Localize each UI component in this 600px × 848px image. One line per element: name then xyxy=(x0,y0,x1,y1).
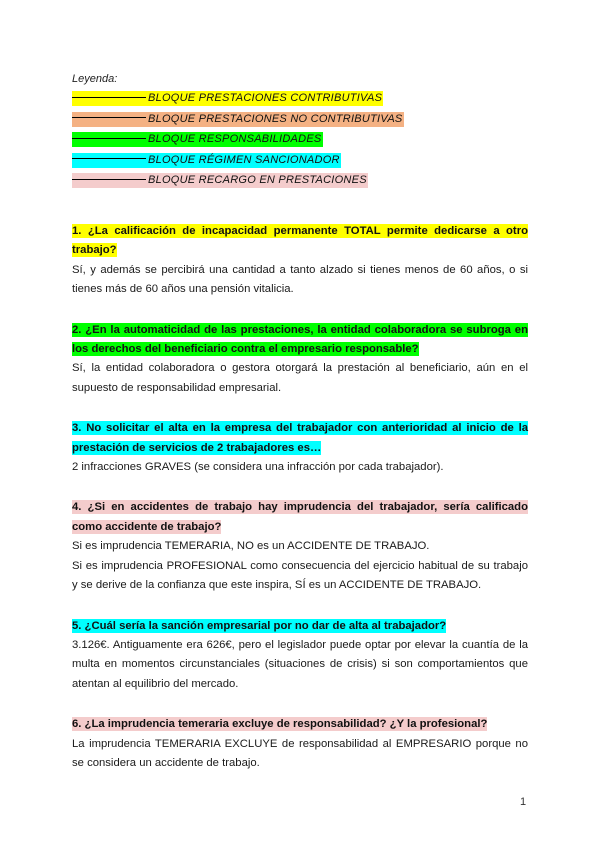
question-heading xyxy=(72,222,528,261)
question-heading xyxy=(72,321,528,360)
legend xyxy=(72,71,404,194)
legend-title: Leyenda: xyxy=(72,73,118,85)
question-heading xyxy=(72,498,528,537)
qa-list xyxy=(72,222,528,794)
legend-item-recargo xyxy=(72,173,404,188)
question-text: 3. No solicitar el alta en la empresa del trabajador con anterioridad al inicio de la prestación de servicios de 2 trabajadores es… xyxy=(72,422,528,454)
legend-label: BLOQUE PRESTACIONES NO CONTRIBUTIVAS xyxy=(148,112,403,125)
qa-item-2 xyxy=(72,321,528,399)
legend-label: BLOQUE PRESTACIONES CONTRIBUTIVAS xyxy=(148,92,383,104)
answer-paragraph: Sí, la entidad colaboradora o gestora otorgará la prestación al beneficiario, aún en el supuesto de responsabilidad empresarial. xyxy=(72,362,528,394)
qa-item-3 xyxy=(72,419,528,477)
question-heading xyxy=(72,715,528,734)
qa-item-1 xyxy=(72,222,528,300)
legend-highlight xyxy=(72,91,383,106)
qa-item-6 xyxy=(72,715,528,773)
answer xyxy=(72,458,528,477)
legend-item-no-contributivas xyxy=(72,112,404,127)
legend-label: BLOQUE RESPONSABILIDADES xyxy=(148,133,322,145)
answer xyxy=(72,261,528,300)
qa-item-4 xyxy=(72,498,528,595)
page-number: 1 xyxy=(520,796,527,808)
legend-highlight xyxy=(72,112,404,127)
legend-item-contributivas xyxy=(72,91,404,106)
question-text: 5. ¿Cuál sería la sanción empresarial por no dar de alta al trabajador? xyxy=(72,619,447,632)
question-text: 6. ¿La imprudencia temeraria excluye de responsabilidad? ¿Y la profesional? xyxy=(72,718,488,731)
answer-paragraph: Si es imprudencia PROFESIONAL como consecuencia del ejercicio habitual de su trabajo y se derive de la confianza que este inspira, SÍ es un ACCIDENTE DE TRABAJO. xyxy=(72,559,528,592)
answer-paragraph: 3.126€. Antiguamente era 626€, pero el legislador puede optar por elevar la cuantía de la multa en momentos circunstanciales (situaciones de crisis) si son comportamientos que atentan al equilibrio del mercado. xyxy=(72,638,528,690)
question-heading xyxy=(72,419,528,458)
answer-paragraph: Si es imprudencia TEMERARIA, NO es un ACCIDENTE DE TRABAJO. xyxy=(72,540,430,553)
question-heading xyxy=(72,617,528,636)
answer-paragraph: La imprudencia TEMERARIA EXCLUYE de responsabilidad al EMPRESARIO porque no se considera un accidente de trabajo. xyxy=(72,737,528,769)
legend-highlight xyxy=(72,173,368,188)
legend-line-icon xyxy=(72,117,146,118)
answer-paragraph: 2 infracciones GRAVES (se considera una infracción por cada trabajador). xyxy=(72,461,444,474)
legend-label: BLOQUE RECARGO EN PRESTACIONES xyxy=(148,174,367,186)
question-text: 1. ¿La calificación de incapacidad permanente TOTAL permite dedicarse a otro trabajo? xyxy=(72,225,528,257)
legend-line-icon xyxy=(72,97,146,98)
legend-line-icon xyxy=(72,179,146,180)
answer-paragraph: Sí, y además se percibirá una cantidad a tanto alzado si tienes menos de 60 años, o si tienes más de 60 años una pensión vitalicia. xyxy=(72,263,528,296)
legend-label: BLOQUE RÉGIMEN SANCIONADOR xyxy=(148,153,340,166)
answer xyxy=(72,537,528,595)
legend-line-icon xyxy=(72,138,146,139)
question-text: 2. ¿En la automaticidad de las prestaciones, la entidad colaboradora se subroga en los derechos del beneficiario contra el empresario responsable? xyxy=(72,323,528,356)
answer xyxy=(72,359,528,398)
legend-line-icon xyxy=(72,158,146,159)
answer xyxy=(72,636,528,694)
legend-highlight xyxy=(72,153,341,168)
answer xyxy=(72,735,528,774)
legend-item-responsabilidades xyxy=(72,132,404,147)
legend-highlight xyxy=(72,132,323,147)
qa-item-5 xyxy=(72,617,528,695)
question-text: 4. ¿Si en accidentes de trabajo hay imprudencia del trabajador, sería calificado como accidente de trabajo? xyxy=(72,501,528,533)
legend-item-sancionador xyxy=(72,153,404,168)
